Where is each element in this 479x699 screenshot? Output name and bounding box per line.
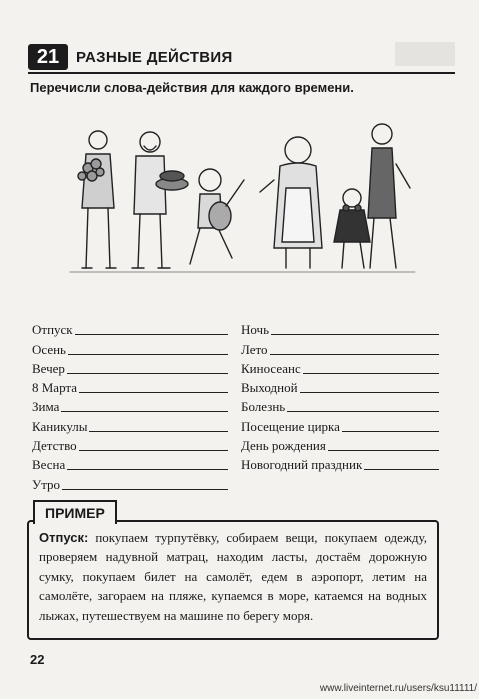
answer-line[interactable] (61, 411, 228, 412)
word-label: Новогодний праздник (241, 457, 363, 473)
answer-line[interactable] (364, 469, 439, 470)
section-number: 21 (28, 44, 68, 70)
answer-row (32, 377, 228, 396)
answer-line[interactable] (67, 469, 228, 470)
word-label: Каникулы (32, 418, 88, 434)
word-label: Весна (32, 457, 66, 473)
answer-row (241, 377, 439, 396)
example-text: покупаем турпутёвку, собираем вещи, покупаем одежду, проверяем надувной матрац, находим ласты, достаём дорожную сумку, покупаем билет на самолёт, едем в аэропорт, летим на самолёте, загораем на пляже, купаемся в море, катаемся на водных лыжах, путешествуем на машине по берегу моря. (39, 530, 427, 623)
answer-line[interactable] (75, 334, 228, 335)
instruction-text: Перечисли слова-действия для каждого времени. (30, 80, 354, 95)
answer-row (32, 454, 228, 473)
answer-row (241, 454, 439, 473)
word-label: Утро (32, 476, 61, 492)
header-rule (28, 72, 455, 74)
bleed-through-shade (395, 42, 455, 66)
page-number: 22 (30, 652, 45, 667)
answer-line[interactable] (342, 431, 439, 432)
word-column-left (32, 319, 228, 493)
answer-line[interactable] (79, 450, 228, 451)
section-header (28, 44, 233, 70)
answer-row (32, 338, 228, 357)
word-column-right (241, 319, 439, 473)
answer-row (241, 415, 439, 434)
example-box (27, 520, 439, 640)
word-label: День рождения (241, 438, 326, 454)
word-label: Посещение цирка (241, 418, 340, 434)
answer-row (241, 358, 439, 377)
answer-row (32, 435, 228, 454)
answer-line[interactable] (303, 373, 439, 374)
word-label: Киносеанс (241, 360, 301, 376)
answer-row (32, 358, 228, 377)
answer-line[interactable] (287, 411, 439, 412)
answer-row (32, 415, 228, 434)
answer-row (32, 319, 228, 338)
answer-row (241, 435, 439, 454)
watermark-url: www.liveinternet.ru/users/ksu11111/ (319, 683, 477, 694)
answer-line[interactable] (271, 334, 439, 335)
answer-line[interactable] (68, 354, 228, 355)
answer-row (241, 396, 439, 415)
answer-row (241, 319, 439, 338)
word-label: Болезнь (241, 399, 286, 415)
word-label: Вечер (32, 360, 65, 376)
section-title: РАЗНЫЕ ДЕЙСТВИЯ (76, 48, 233, 66)
word-label: 8 Марта (32, 380, 78, 396)
example-label: ПРИМЕР (33, 500, 117, 524)
word-label: Зима (32, 399, 60, 415)
word-label: Осень (32, 341, 66, 357)
word-label: Отпуск (32, 322, 73, 338)
answer-row (241, 338, 439, 357)
word-label: Ночь (241, 322, 270, 338)
example-lead: Отпуск: (39, 530, 89, 545)
answer-row (32, 396, 228, 415)
answer-row (32, 473, 228, 492)
answer-line[interactable] (89, 431, 228, 432)
word-label: Лето (241, 341, 268, 357)
answer-line[interactable] (67, 373, 228, 374)
answer-line[interactable] (79, 392, 228, 393)
word-label: Выходной (241, 380, 298, 396)
word-label: Детство (32, 438, 77, 454)
answer-line[interactable] (300, 392, 439, 393)
answer-line[interactable] (62, 489, 228, 490)
answer-line[interactable] (270, 354, 439, 355)
man-head (89, 131, 107, 149)
family-illustration (60, 118, 425, 278)
answer-line[interactable] (328, 450, 439, 451)
